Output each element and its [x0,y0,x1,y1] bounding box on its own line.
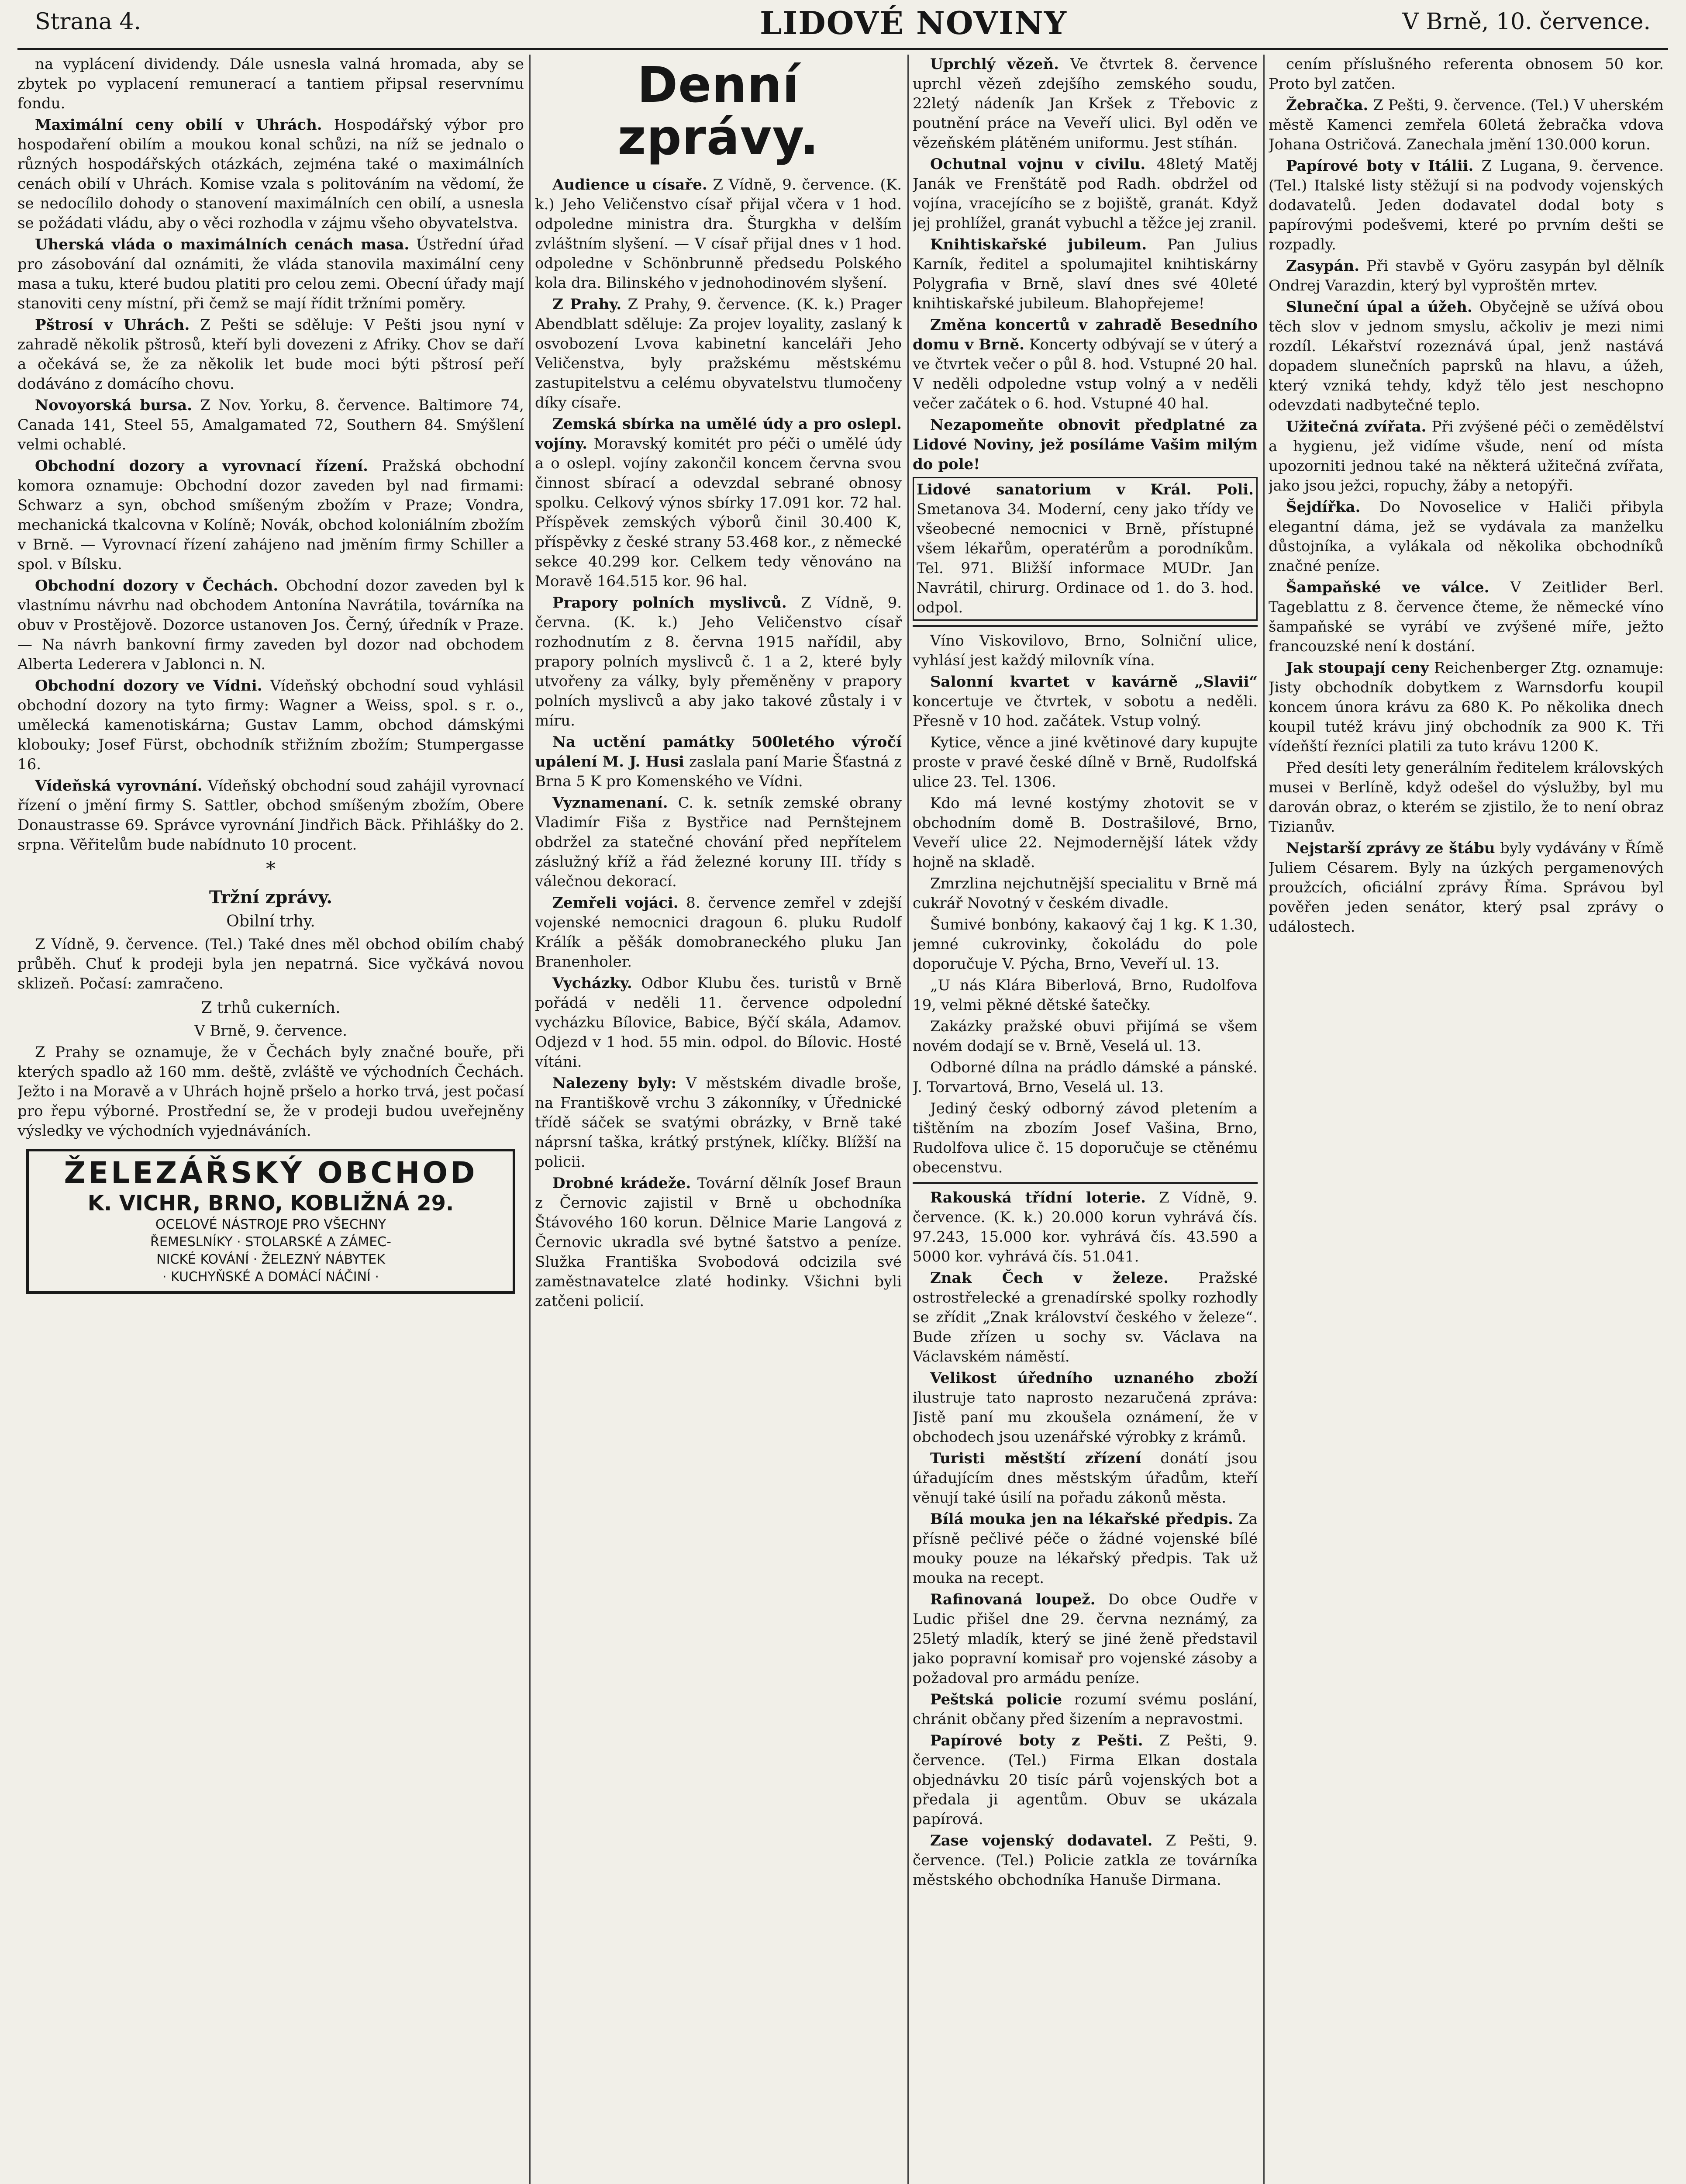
article [17,576,524,674]
article-head: Obchodní dozory a vyrovnací řízení. [35,457,368,475]
article [535,593,902,731]
article-text: Pražská obchodní komora oznamuje: Obchodní dozor zaveden byl nad firmami: Schwarz a syn, obchod smíšeným zbožím v Praze; Vondra, mechanická tkalcovna v Kolíně; Novák, obchod koloniálním zbožím v Brně. — Vyrovnací řízení zahájeno nad jměním firmy Schiller a spol. v Bílsku. [17,457,524,573]
issue-date: V Brně, 10. července. [1402,9,1651,35]
article-text: Z Vídně, 9. července. (K. k.) Jeho Veličenstvo císař přijal včera v 1 hod. odpoledne ministra dra. Šturgkha v delším zvláštním slyšení. — V císař přijal dnes v 1 hod. odpoledne v Schönbrunně předsedu Polského kola dra. Bilinského v jednohodinovém slyšení. [535,176,902,292]
column-rule [1263,55,1265,2184]
article-text: Do obce Oudře v Ludic přišel dne 29. června neznámý, za 25letý mladík, který se jiné ženě představil jako popravní komisař pro vojenské zásoby a požadoval pro armádu peníze. [913,1591,1258,1687]
article-text: Z Pešti, 9. července. (Tel.) Firma Elkan dostala objednávku 20 tisíc párů vojenských bot a předala ji agentům. Obuv se ukázala papírová. [913,1732,1258,1828]
article-text: Z Pešti, 9. července. (Tel.) V uherském městě Kamenci zemřela 60letá žebračka vdova Johana Ostričová. Zanechala jmění 130.000 korun. [1269,97,1664,153]
article-text: 48letý Matěj Janák ve Frenštátě pod Radh. obdržel od vojína, vracejícího se z bojiště, granát. Když jej prohlížel, granát vybuchl a těžce jej zranil. [913,156,1258,232]
article-head: Obchodní dozory v Čechách. [35,577,279,594]
article [535,415,902,591]
article-text: ilustruje tato naprosto nezaručená zpráva: Jistě paní mu zkoušela oznámení, že v obchodech jsou uzenářské výrobky z krámů. [913,1389,1258,1446]
ad-text: „U nás Klára Biberlová, Brno, Rudolfova 19, velmi pěkné dětské šatečky. [913,977,1258,1014]
article-text: Při zvýšené péči o zemědělství a hygienu, jež vidíme všude, není od místa upozorniti jednou také na některá užitečná zvířata, jako jsou ježci, ropuchy, žáby a netopýři. [1269,418,1664,494]
ad-line: · KUCHYŇSKÉ A DOMÁCÍ NÁČINÍ · [162,1269,379,1285]
article [913,235,1258,314]
column-rule [529,55,531,2184]
article-head: Vycházky. [552,975,632,992]
ad-text: koncertuje ve čtvrtek, v sobotu a neděli. Přesně v 10 hod. začátek. Vstup volný. [913,693,1258,730]
article-text: Z Vídně, 9. června. (K. k.) Jeho Veličenstvo císař rozhodnutím z 8. června 1915 nařídil, aby prapory polních myslivců č. 1 a 2, které byly utvořeny za války, byly přeměněny v prapory polních myslivců a aby jako takové zůstaly i v míru. [535,594,902,729]
article-text: C. k. setník zemské obrany Vladimír Fiša z Bystřice nad Pernštejnem obdržel za statečné chování před nepřítelem záslužný kříž a řád železné koruny III. třídy s válečnou dekorací. [535,794,902,890]
article-head: Velikost úředního uznaného zboží [930,1369,1258,1387]
article [1269,417,1664,496]
advertisement-hardware-store [26,1149,515,1294]
article [913,1268,1258,1367]
article-text: Tovární dělník Josef Braun z Černovic zajistil v Brně u obchodníka Štávového 160 korun. Dělnice Marie Langová z Černovic ukradla své bytné šatstvo a peníze. Služka Františka Svobodová odcizila své zaměstnavatelce zlaté hodinky. Všichni byli zatčeni policií. [535,1175,902,1310]
article-text: rozumí svému poslání, chránit občany před šizením a nepravostmi. [913,1691,1258,1728]
article-head: Drobné krádeže. [552,1175,691,1192]
article [1269,498,1664,576]
article-head: Zemřeli vojáci. [552,894,679,912]
article [913,1188,1258,1267]
article-head: Peštská policie [930,1691,1062,1708]
article-text: Z Prahy, 9. července. (K. k.) Prager Abendblatt sděluje: Za projev loyality, zaslaný k osvobození Lvova kabinetní kanceláři Jeho Veličenstva, byly pražskému městskému zastupitelstvu a celému obyvatelstvu tlumočeny díky císaře. [535,296,902,411]
article [913,55,1258,153]
article [17,396,524,455]
ad-address: K. VICHR, BRNO, KOBLIŽNÁ 29. [87,1191,454,1216]
ad-line: NICKÉ KOVÁNÍ · ŽELEZNÝ NÁBYTEK [156,1252,385,1267]
article-text: Z Vídně, 9. července. (Tel.) Také dnes měl obchod obilím chabý průběh. Chuť k prodeji byla jen nepatrná. Sice vyčkává novou sklizeň. Počasí: zamračeno. [17,936,524,992]
article [535,893,902,972]
article-head: Rafinovaná loupež. [930,1591,1096,1608]
article-head: Uprchlý vězeň. [930,55,1059,73]
article-head: Šampaňské ve válce. [1286,579,1489,596]
article [535,793,902,892]
column-4 [1269,55,1664,2184]
column-1 [17,55,524,2184]
article [913,1731,1258,1829]
article-head: Obchodní dozory ve Vídni. [35,677,262,695]
ad-head: Lidové sanatorium v Král. Poli. [917,481,1254,498]
ad-title: ŽELEZÁŘSKÝ OBCHOD [64,1156,478,1190]
article [1269,839,1664,937]
article [913,1368,1258,1447]
article [17,456,524,574]
article-head: Vídeňská vyrovnání. [35,777,203,795]
article-head: Vyznamenaní. [552,794,668,812]
article-head: Z Prahy. [552,296,622,313]
column-rule [907,55,909,2184]
dateline: V Brně, 9. července. [194,1022,348,1040]
article [17,115,524,233]
article-head: Užitečná zvířata. [1286,418,1427,435]
article-text: Pražské ostrostřelecké a grenadírské spolky rozhodly se zřídit „Znak království českého v železe“. Bude zřízen u sochy sv. Václava na Václavském náměstí. [913,1269,1258,1365]
notice-text: Nezapomeňte obnovit předplatné za Lidové Noviny, jež posíláme Vašim milým do pole! [913,416,1258,473]
article-text: Při stavbě v Györu zasypán byl dělník Ondrej Varazdin, který byl vyproštěn mrtev. [1269,257,1664,294]
ad-sanatorium [913,477,1258,621]
article-head: Znak Čech v železe. [930,1269,1169,1287]
article [535,1174,902,1311]
article-head: Maximální ceny obilí v Uhrách. [35,116,322,134]
ad [913,672,1258,731]
article-text: Reichenberger Ztg. oznamuje: Jisty obchodník dobytkem z Warnsdorfu koupil koncem února krávu za 680 K. Po několika dnech koupil tutéž krávu jiný obchodník za 900 K. Tři vídeňští řezníci platili za tuto krávu 1200 K. [1269,659,1664,755]
article-text: Z Pešti, 9. července. (Tel.) Policie zatkla ze továrníka městského obchodníka Hanuše Dirmana. [913,1832,1258,1889]
divider [913,1182,1258,1184]
article [913,155,1258,233]
article [535,974,902,1072]
article-head: Novoyorská bursa. [35,397,192,414]
section-star: * [266,858,276,880]
ad-text: Šumivé bonbóny, kakaový čaj 1 kg. K 1.30, jemné cukrovinky, čokoládu do pole doporučuje V. Pýcha, Brno, Veveří ul. 13. [913,916,1258,973]
article [913,1831,1258,1890]
ad-text: Kytice, věnce a jiné květinové dary kupujte proste v pravé české dílně v Brně, Rudolfská ulice 23. Tel. 1306. [913,734,1258,791]
article-head: Zase vojenský dodavatel. [930,1832,1153,1849]
article [913,1690,1258,1729]
article-head: Nalezeny byly: [552,1075,677,1092]
ad-text: Smetanova 34. Moderní, ceny jako třídy ve všeobecné nemocnici v Brně, přístupné všem lékařům, operatérům a porodníkům. Tel. 971. Bližší informace MUDr. Jan Navrátil, chirurg. Ordinace od 1. do 3. hod. odpol. [917,501,1254,616]
article-text: Vídeňský obchodní soud zahájil vyrovnací řízení o jmění firmy S. Sattler, obchod smíšeným zbožím, Obere Donaustrasse 69. Správce vyrovnání Jindřich Bäck. Přihlášky do 2. srpna. Věřitelům bude nabídnuto 10 procent. [17,777,524,854]
article-text: Koncerty odbývají se v úterý a ve čtvrtek večer o půl 8. hod. Vstupné 20 hal. V neděli odpoledne vstup volný a v neděli večer začátek o 6. hod. Vstupné 40 hal. [913,336,1258,412]
article-head: Jak stoupají ceny [1286,659,1429,677]
article-text: cením příslušného referenta obnosem 50 kor. Proto byl zatčen. [1269,55,1664,93]
article [913,1449,1258,1508]
article-text: Ve čtvrtek 8. července uprchl vězeň zdejšího zemského soudu, 22letý nádeník Jan Kršek z Třebovic z poutnění práce na Veveří ulici. Byl oděn ve vězeňském plátěném uniformu. Jest stíhán. [913,55,1258,152]
article-text: Z Pešti se sděluje: V Pešti jsou nyní v zahradě několik pštrosů, kteří byli dovezeni z Afriky. Chov se daří a očekává se, že za několik let bude moci býti pštrosí peří dodáváno z domácího chovu. [17,316,524,393]
ad-text: Kdo má levné kostýmy zhotovit se v obchodním domě B. Dostrašilové, Brno, Veveří ulice 22. Nejmodernější látek vždy hojně na skladě. [913,795,1258,871]
ad-head: Salonní kvartet v kavárně „Slavii“ [930,673,1258,691]
article-head: Audience u císaře. [552,176,707,194]
article [1269,578,1664,657]
article-head: Zemská sbírka na umělé údy a pro oslepl. vojíny. [535,415,902,453]
article-text: Obchodní dozor zaveden byl k vlastnímu návrhu nad obchodem Antonína Navrátila, továrníka na obuv v Prostějově. Dozorce ustanoven Jos. Černý, úředník v Praze. — Na návrh bankovní firmy zaveden byl dozor nad obchodem Alberta Lederera v Jablonci n. N. [17,577,524,673]
ad-line: ŘEMESLNÍKY · STOLARSKÉ A ZÁMEC- [150,1234,391,1250]
ad-text: Víno Viskovilovo, Brno, Solniční ulice, vyhlásí jest každý milovník vína. [913,632,1258,669]
article [535,1074,902,1172]
article [1269,297,1664,415]
article-head: Šejdířka. [1286,498,1361,516]
article-head: Turisti městští zřízení [930,1450,1141,1467]
page-header [17,0,1668,50]
subsection-title-sugar: Z trhů cukerních. [201,999,341,1017]
article [1269,658,1664,757]
article [1269,256,1664,296]
article [1269,758,1664,837]
article-text: zaslala paní Marie Šťastná z Brna 5 K pro Komenského ve Vídni. [535,753,902,790]
article-text: Za přísně pečlivé péče o žádné vojenské bílé mouky pouze na lékařský předpis. Tak už mouka na recept. [913,1510,1258,1587]
article-head: Uherská vláda o maximálních cenách masa. [35,236,410,253]
article [535,733,902,791]
article-head: Změna koncertů v zahradě Besedního domu v Brně. [913,316,1258,353]
ad-line: OCELOVÉ NÁSTROJE PRO VŠECHNY [155,1217,386,1232]
article-head: Nejstarší zprávy ze štábu [1286,840,1495,857]
article-head: Papírové boty z Pešti. [930,1732,1143,1749]
article-head: Pštrosí v Uhrách. [35,316,190,334]
article-head: Knihtiskařské jubileum. [930,236,1147,253]
article-text: Před desíti lety generálním ředitelem královských musei v Berlíně, když odešel do výslužby, byl mu darován obraz, o kterém se zjistilo, že to není obraz Tizianův. [1269,759,1664,836]
article-head: Bílá mouka jen na lékařské předpis. [930,1510,1233,1528]
article-head: Papírové boty v Itálii. [1286,157,1474,175]
article-text: Odbor Klubu čes. turistů v Brně pořádá v neděli 11. července odpolední vycházku Bílovice, Babice, Býčí skála, Adamov. Odjezd v 1 hod. 55 min. odpol. do Bílovic. Hosté vítáni. [535,975,902,1071]
section-title-market: Tržní zprávy. [209,887,333,908]
article-head: Rakouská třídní loterie. [930,1189,1146,1206]
article-text: na vyplácení dividendy. Dále usnesla valná hromada, aby se zbytek po vyplacení remunerací a tantiem připsal reservnímu fondu. [17,55,524,112]
article-head: Prapory polních myslivců. [552,594,787,612]
article-head: Zasypán. [1286,257,1360,275]
section-title-daily-news: Denní zprávy. [617,57,819,166]
article [1269,96,1664,155]
divider [913,625,1258,627]
article-head: Na uctění památky 500letého výročí upálení M. J. Husi [535,733,902,771]
article-text: V Zeitlider Berl. Tageblattu z 8. července čteme, že německé víno šampaňské se vyrábí ve zvýšené míře, ježto francouzské není k dostání. [1269,579,1664,655]
masthead-title: LIDOVÉ NOVINY [760,4,1068,41]
ad-text: Zmrzlina nejchutnější specialitu v Brně má cukrář Novotný v českém divadle. [913,875,1258,912]
ad-text: Jediný český odborný závod pletením a tištěním na zbozím Josef Vašina, Brno, Rudolfova ulice č. 15 doporučuje se ctěnému obecenstvu. [913,1100,1258,1176]
article-text: donátí jsou úřadujícím dnes městským úřadům, kteří věnují také úsilí na pořadu zákonů města. [913,1450,1258,1507]
article-text: V městském divadle broše, na Františkově vrchu 3 zákonníky, v Úřednické třídě sáček se svatými obrázky, v Brně také náprsní taška, krátký prstýnek, klíčky. Blížší na policii. [535,1075,902,1171]
notice-subscription [913,415,1258,474]
article-text: Ústřední úřad pro zásobování dal oznámiti, že vláda stanovila maximální ceny masa a tuku, které budou platiti pro celou zemi. Obecní úřady mají stanoviti ceny místní, při čemž se mají řídit tržními poměry. [17,236,524,312]
article [535,295,902,413]
article-text: Z Prahy se oznamuje, že v Čechách byly značné bouře, při kterých spadlo až 160 mm. deště, zvláště ve východních Čechách. Ježto i na Moravě a v Uhrách hojně pršelo a horko trvá, jest počasí pro řepu výborné. Prostřední se, že v prodeji budou uveřejněny výsledky ve východních vyjednáváních. [17,1044,524,1140]
article-text: Hospodářský výbor pro hospodaření obilím a moukou konal schůzi, na níž se jednalo o různých hospodářských otázkách, zejména také o maximálních cenách obilí v Uhrách. Komise vzala s politováním na vědomí, že se nedocílilo dohody o stanovení maximálních cen obilí, a usnesla se požádati vládu, aby o věci rozhodla v zájmu všeho obyvatelstva. [17,116,524,232]
article-text: Pan Julius Karník, ředitel a spolumajitel knihtiskárny Polygrafia v Brně, slaví dnes své 40leté knihtiskařské jubileum. Blahopřejeme! [913,236,1258,312]
article-head: Ochutnal vojnu v civilu. [930,156,1146,173]
page-number: Strana 4. [35,9,141,35]
column-3 [913,55,1258,2184]
article [17,676,524,774]
ad-text: Odborné dílna na prádlo dámské a pánské. J. Torvartová, Brno, Veselá ul. 13. [913,1059,1258,1096]
article-text: Z Lugana, 9. července. (Tel.) Italské listy stěžují si na podvody vojenských dodavatelů. Jeden dodavatel dodal boty s papírovými podešvemi, které po prvním dešti se rozpadly. [1269,157,1664,253]
article [1269,156,1664,255]
article-text: Moravský komitét pro péči o umělé údy a o oslepl. vojíny zakončil koncem června svou činnost sbírací a odevzdal sebrané obnosy spolku. Celkový výnos sbírky 17.091 kor. 72 hal. Příspěvek zemských výborů činil 30.400 K, příspěvky z české strany 53.468 kor., z německé sekce 40.299 kor. Celkem tedy věnováno na Moravě 164.515 kor. 96 hal. [535,435,902,590]
article [535,175,902,293]
subsection-title-grain: Obilní trhy. [226,912,315,930]
article-text: 8. července zemřel v zdejší vojenské nemocnici dragoun 6. pluku Rudolf Králík a pěšák domobraneckého pluku Jan Branenholer. [535,894,902,971]
article [17,776,524,855]
article-text: byly vydávány v Římě Juliem Césarem. Byly na úzkých pergamenových proužcích, oficiální zprávy Říma. Správou byl pověřen jeden senátor, který psal zprávy o událostech. [1269,840,1664,936]
ad-text: Zakázky pražské obuvi přijímá se všem novém dodají se v. Brně, Veselá ul. 13. [913,1018,1258,1055]
article-text: Z Vídně, 9. července. (K. k.) 20.000 korun vyhrává čís. 97.243, 15.000 kor. vyhrává čís. 43.590 a 5000 kor. vyhrává čís. 51.041. [913,1189,1258,1265]
article [913,315,1258,414]
article-head: Sluneční úpal a úžeh. [1286,298,1472,316]
article [913,1510,1258,1588]
article-text: Vídeňský obchodní soud vyhlásil obchodní dozory na tyto firmy: Wagner a Weiss, spol. s r. o., umělecká kamenotiskárna; Gustav Lamm, obchod dámskými klobouky; Josef Fürst, obchodník střižním zbožím; Stumpergasse 16. [17,677,524,773]
article-text: Do Novoselice v Haliči přibyla elegantní dáma, jež se vydávala za manželku důstojníka, a vylákala od několika obchodníků značné peníze. [1269,498,1664,575]
article [913,1590,1258,1688]
column-2 [535,55,902,2184]
article [17,315,524,394]
article [17,235,524,314]
article-text: Obyčejně se užívá obou těch slov v jednom smyslu, ačkoliv je mezi nimi rozdíl. Lékařství rozeznává úpal, jenž nastává dopadem slunečních paprsků na hlavu, a úžeh, který vzniká tehdy, když tělo jest neschopno odevzdati nadbytečné teplo. [1269,298,1664,414]
article-text: Z Nov. Yorku, 8. července. Baltimore 74, Canada 141, Steel 55, Amalgamated 72, Southern 84. Smýšlení velmi ochablé. [17,397,524,453]
article-head: Žebračka. [1286,97,1369,114]
